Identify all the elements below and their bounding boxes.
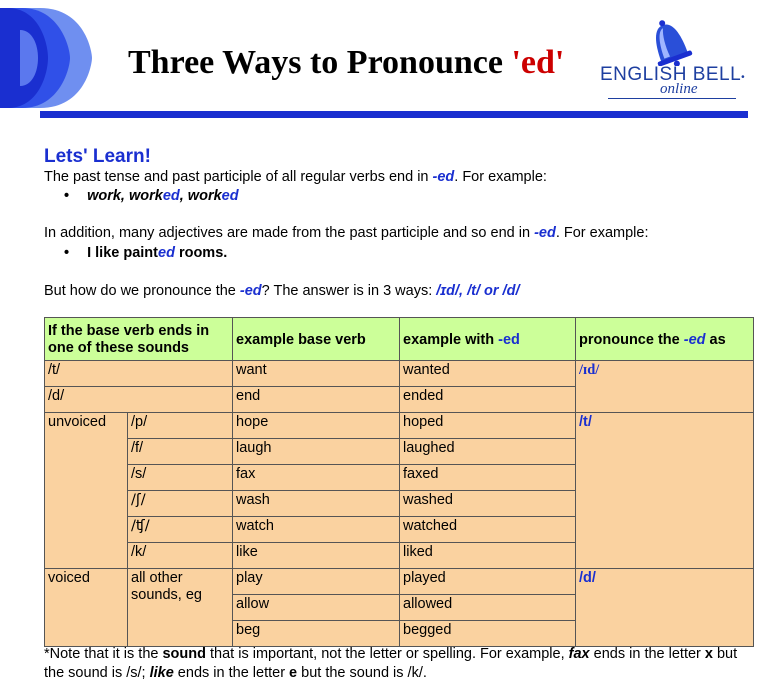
verb-cell: want [233, 361, 400, 387]
verb-cell: wash [233, 491, 400, 517]
table-row [45, 413, 754, 439]
bullet-example-adjective: • I like painted rooms. [64, 245, 228, 261]
sound-cell: /k/ [128, 543, 233, 569]
header-with-ed: example with -ed [400, 318, 576, 361]
past-cell: hoped [400, 413, 576, 439]
section-heading: Lets' Learn! [44, 146, 151, 167]
header-divider [40, 111, 748, 118]
past-cell: begged [400, 621, 576, 647]
pron-d-cell: /d/ [576, 569, 754, 647]
pronunciation-table [44, 317, 754, 647]
verb-cell: like [233, 543, 400, 569]
verb-cell: hope [233, 413, 400, 439]
past-cell: wanted [400, 361, 576, 387]
brand-name: ENGLISH BELL• [600, 64, 746, 85]
verb-cell: fax [233, 465, 400, 491]
sound-cell: /p/ [128, 413, 233, 439]
sound-cell: /t/ [45, 361, 233, 387]
table-row [45, 569, 754, 595]
past-cell: watched [400, 517, 576, 543]
bullet-example-verbs: • work, worked, worked [64, 188, 239, 204]
footnote: *Note that it is the sound that is important, not the letter or spelling. For example, fax ends in the letter x but the sound is /s/; like ends in the letter e but the sound is /k/. [44, 646, 738, 681]
table-row [45, 361, 754, 387]
verb-cell: allow [233, 595, 400, 621]
page-title: Three Ways to Pronounce 'ed' [128, 44, 565, 81]
past-cell: laughed [400, 439, 576, 465]
table-header-row [45, 318, 754, 361]
pron-id-cell: /ɪd/ [576, 361, 754, 413]
past-cell: liked [400, 543, 576, 569]
verb-cell: play [233, 569, 400, 595]
voiced-label: voiced [45, 569, 128, 647]
pron-t-cell: /t/ [576, 413, 754, 569]
header-ending-sound: If the base verb ends in one of these sounds [45, 318, 233, 361]
sound-cell: /ʃ/ [128, 491, 233, 517]
bell-icon [593, 16, 743, 66]
past-cell: ended [400, 387, 576, 413]
past-cell: allowed [400, 595, 576, 621]
adjective-paragraph: In addition, many adjectives are made from the past participle and so end in -ed. For example: [44, 225, 649, 241]
verb-cell: beg [233, 621, 400, 647]
past-cell: played [400, 569, 576, 595]
unvoiced-label: unvoiced [45, 413, 128, 569]
title-ed: 'ed' [511, 44, 565, 81]
header-pronounce-as: pronounce the -ed as [576, 318, 754, 361]
verb-cell: end [233, 387, 400, 413]
site-logo-icon [0, 0, 100, 112]
header-base-verb: example base verb [233, 318, 400, 361]
intro-paragraph: The past tense and past participle of all regular verbs end in -ed. For example: [44, 169, 547, 185]
brand-online: online [660, 81, 698, 97]
brand-underline [608, 98, 736, 99]
verb-cell: watch [233, 517, 400, 543]
question-paragraph: But how do we pronounce the -ed? The answer is in 3 ways: /ɪd/, /t/ or /d/ [44, 283, 520, 299]
sound-cell: /d/ [45, 387, 233, 413]
voiced-sound-cell: all other sounds, eg [128, 569, 233, 647]
verb-cell: laugh [233, 439, 400, 465]
sound-cell: /f/ [128, 439, 233, 465]
past-cell: washed [400, 491, 576, 517]
past-cell: faxed [400, 465, 576, 491]
sound-cell: /s/ [128, 465, 233, 491]
sound-cell: /ʧ/ [128, 517, 233, 543]
